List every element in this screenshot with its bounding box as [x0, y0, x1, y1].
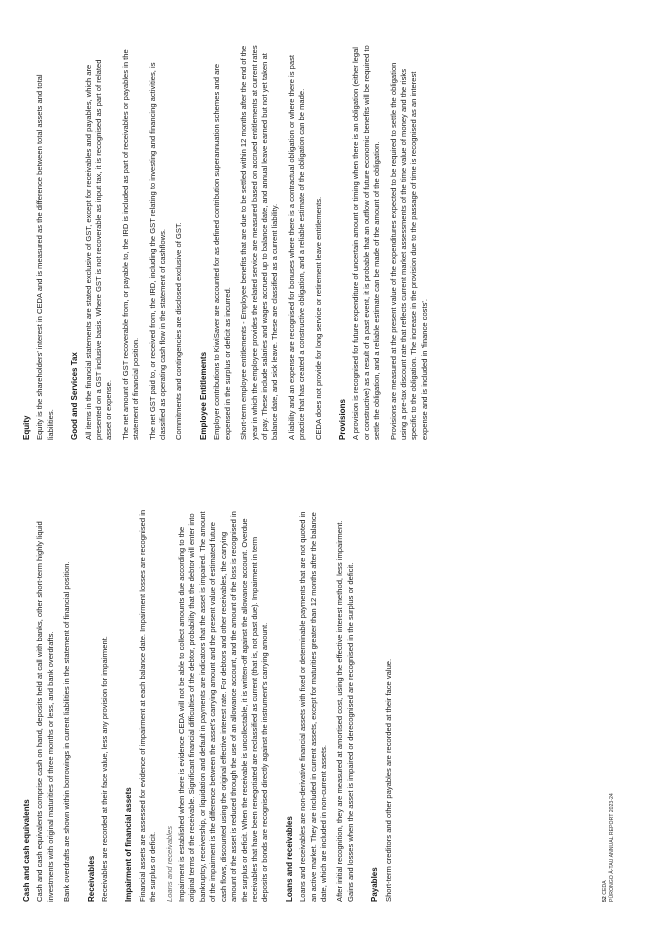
impairment-heading: Impairment of financial assets — [124, 787, 134, 902]
employee-paragraph-4: CEDA does not provide for long service or retirement leave entitlements. — [313, 196, 323, 440]
cash-paragraph-1: Cash and cash equivalents comprise cash on hand, deposits held at call with banks, other short-term highly liquid investments with original maturities of three months or less, and bank overdrafts. — [35, 521, 55, 902]
receivables-paragraph-1: Receivables are recorded at their face value, less any provision for impairment. — [100, 636, 110, 902]
loans-paragraph-2: After initial recognition, they are measured at amortised cost, using the effective interest method, less impairment. Gains and losses when the asset is impaired or derecognised are recognised in the surplus or deficit. — [335, 520, 355, 902]
gst-paragraph-1: All items in the financial statements are stated exclusive of GST, except for receivables and payables, which are presented on a GST inclusive basis. Where GST is not recoverable as input tax, it is recognised as part of related asset or expense. — [83, 59, 114, 440]
loans-heading: Loans and receivables — [284, 816, 294, 902]
loans-section — [285, 507, 356, 902]
provisions-paragraph-2: Provisions are measured at the present value of the expenditures expected to be required to settle the obligation using a pre-tax discount rate that reflects current market assessments of the time value of money and the risks specific to the obligation. The increase in the provision due to the passage of time is recognised as an interest expense and is included in 'finance costs'. — [388, 62, 429, 440]
footer-org: CEDA — [602, 880, 608, 895]
gst-paragraph-2: The net amount of GST recoverable from, or payable to, the IRD is included as part of receivables or payables in the statement of financial position. — [120, 49, 141, 440]
cash-paragraph-2: Bank overdrafts are shown within borrowings in current liabilities in the statement of financial position. — [62, 561, 72, 902]
gst-section — [70, 45, 185, 440]
left-column — [22, 507, 400, 902]
loans-paragraph-1: Loans and receivables are non-derivative financial assets with fixed or determinable payments that are not quoted in an active market. They are included in current assets, except for maturities greater than 12 months after the balance date, which are included in non-current assets. — [298, 511, 328, 902]
employee-paragraph-2: Short-term employee entitlements - Employee benefits that are due to be settled within 12 months after the end of the year in which the employee provides the related service are measured based on accrued entitlements at current rates of pay. These include salaries and wages accrued up to balance date, and annual leave earned but not yet taken at balance date, and sick leave. These are classified as a current liability. — [239, 45, 280, 440]
equity-section — [22, 45, 56, 440]
employee-paragraph-3: A liability and an expense are recognised for bonuses where there is a contractual obligation or where there is past practice that has created a constructive obligation, and a reliable estimate of the obligation can be made. — [286, 55, 307, 440]
provisions-heading: Provisions — [337, 399, 347, 440]
gst-paragraph-3: The net GST paid to, or received from, the IRD, including the GST relating to investing and financing activities, is classified as operating cash flow in the statement of cashflows. — [147, 62, 168, 440]
footer-report-title: PŪRONGO Ā-TAU ANNUAL REPORT 2023-24 — [608, 793, 615, 902]
cash-section — [22, 507, 73, 902]
receivables-heading: Receivables — [86, 855, 96, 902]
gst-heading: Good and Services Tax — [70, 352, 80, 440]
equity-paragraph-1: Equity is the shareholders' interest in CEDA and is measured as the difference between total assets and total liabilities. — [35, 74, 55, 440]
loans-receivables-subheading: Loans and receivables — [164, 826, 174, 902]
employee-paragraph-1: Employer contributions to KiwiSaver are accounted for as defined contribution superannuation schemes and are expensed in the surplus or deficit as incurred. — [212, 63, 232, 440]
receivables-section — [87, 507, 111, 902]
payables-section — [370, 507, 394, 902]
impairment-section — [124, 507, 270, 902]
cash-heading: Cash and cash equivalents — [22, 799, 31, 902]
payables-heading: Payables — [370, 867, 380, 902]
equity-heading: Equity — [22, 415, 31, 440]
employee-section — [199, 45, 324, 440]
page-footer — [602, 793, 615, 902]
page-number: 52 — [602, 896, 608, 902]
gst-paragraph-4: Commitments and contingencies are disclosed exclusive of GST. — [174, 222, 184, 440]
impairment-paragraph-2: Impairment is established when there is evidence CEDA will not be able to collect amounts due according to the original terms of the receivable. Significant financial difficulties of the debtor, probability that the debtor will enter into bankruptcy, receivership, or liquidation and default in payments are indicators that the asset is impaired. The amount of the impairment is the difference between the asset's carrying amount and the present value of estimated future cash flows, discounted using the original effective interest rate. For debtors and other receivables, the carrying amount of the asset is reduced through the use of an allowance account, and the amount of the loss is recognised in the surplus or deficit. When the receivable is uncollectable, it is written-off against the allowance account. Overdue receivables that have been renegotiated are reclassified as current (that is, not past due). Impairment in term deposits or bonds are recognised directly against the instrument's carrying amount. — [177, 511, 270, 902]
provisions-paragraph-1: A provision is recognised for future expenditure of uncertain amount or timing when there is an obligation (either legal or constructive) as a result of a past event, it is probable that an outflow of future economic benefits will be required to settle the obligation, and a reliable estimate can be made of the amount of the obligation. — [351, 45, 382, 440]
employee-heading: Employee Entitlements — [198, 351, 208, 440]
impairment-paragraph-1: Financial assets are assessed for evidence of impairment at each balance date. Impairment losses are recognised in the surplus or deficit. — [137, 509, 158, 902]
provisions-section — [338, 45, 430, 440]
payables-paragraph-1: Short-term creditors and other payables are recorded at their face value. — [383, 658, 393, 902]
right-column — [22, 45, 436, 440]
